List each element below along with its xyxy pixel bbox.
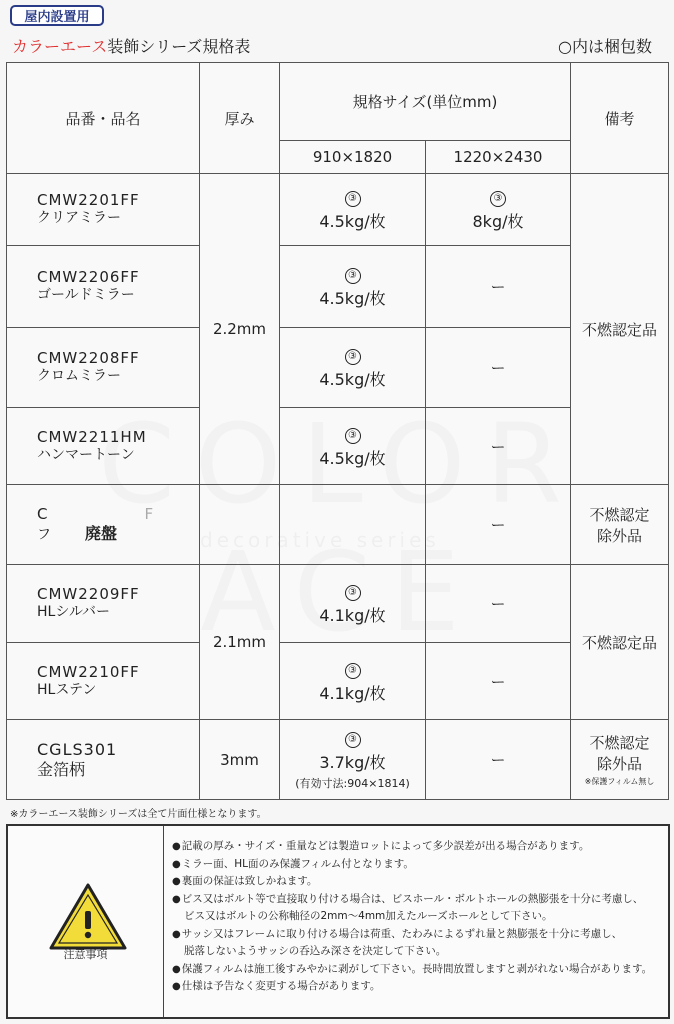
weight: 4.1kg/枚 (319, 606, 386, 625)
header-remarks: 備考 (571, 63, 669, 174)
product-cell (7, 174, 200, 246)
table-row (7, 408, 669, 485)
table-row (7, 485, 669, 565)
caution-list (172, 838, 668, 996)
list-item: ビス又はボルトの公称軸径の2mm～4mm加えたルーズホールとして下さい。 (184, 910, 553, 922)
thickness-cell: 3mm (200, 720, 280, 800)
product-name: クリアミラー (37, 210, 121, 227)
thickness-cell: 2.2mm (200, 174, 280, 485)
size-910-cell (280, 720, 426, 800)
pack-count: ③ (345, 268, 361, 284)
weight: 4.5kg/枚 (319, 448, 386, 468)
size-910-cell (280, 328, 426, 408)
page-title (12, 34, 250, 57)
remarks-cell: 不燃認定 除外品 ※保護フィルム無し (571, 720, 669, 800)
size-910-cell (280, 246, 426, 328)
product-name: ハンマートーン (37, 446, 135, 463)
list-item: ●ビス又はボルト等で直接取り付ける場合は、ビスホール・ボルトホールの熱膨張を十分に考慮し、 (172, 892, 644, 905)
product-cell (7, 643, 200, 720)
pack-count: ③ (345, 585, 361, 601)
header-thickness: 厚み (200, 63, 280, 174)
weight: 3.7kg/枚 (319, 753, 386, 772)
table-row (7, 246, 669, 328)
product-cell-discontinued (7, 485, 200, 565)
product-name: HLステン (37, 681, 97, 698)
remarks-cell: 不燃認定 除外品 (571, 485, 669, 565)
list-item: ●裏面の保証は致しかねます。 (172, 875, 318, 887)
spec-table (6, 62, 669, 800)
pack-count: ③ (490, 191, 506, 207)
header-size-910: 910×1820 (280, 141, 426, 174)
thickness-cell-empty (200, 485, 280, 565)
product-name: ゴールドミラー (37, 287, 135, 304)
remarks-cell: 不燃認定品 (571, 174, 669, 485)
table-row (7, 174, 669, 246)
packing-note: ○内は梱包数 (558, 37, 652, 56)
list-item: 脱落しないようサッシの呑込み深さを決定して下さい。 (184, 945, 447, 957)
discontinued-stamp: 廃盤 (85, 523, 118, 543)
size-1220-cell: ー (426, 485, 571, 565)
product-code: CMW2206FF (37, 268, 140, 287)
size-1220-cell: ー (426, 643, 571, 720)
product-name: 金箔柄 (37, 759, 86, 779)
header-size: 規格サイズ(単位mm) (280, 63, 571, 141)
table-row (7, 328, 669, 408)
list-item: ●保護フィルムは施工後すみやかに剥がして下さい。長時間放置しますと剥がれない場合があります。 (172, 962, 653, 975)
product-code: CMW2211HM (37, 427, 147, 446)
brand-name: カラーエース (12, 37, 108, 56)
table-row (7, 643, 669, 720)
weight: 4.5kg/枚 (319, 212, 386, 231)
title-text: 装飾シリーズ規格表 (107, 37, 251, 56)
product-code: CGLS301 (37, 739, 118, 759)
product-name: クロムミラー (37, 368, 121, 385)
pack-count: ③ (345, 663, 361, 679)
footnote: ※カラーエース装飾シリーズは全て片面仕様となります。 (10, 809, 267, 820)
product-cell (7, 408, 200, 485)
caution-label: 注意事項 (63, 948, 108, 961)
size-910-cell (280, 408, 426, 485)
product-code: C F (37, 504, 155, 523)
product-cell (7, 720, 200, 800)
size-1220-cell: ー (426, 720, 571, 800)
table-row (7, 720, 669, 800)
size-1220-cell: ー (426, 565, 571, 643)
size-910-cell (280, 643, 426, 720)
product-name: フ 廃盤 (37, 523, 118, 543)
effective-size: (有効寸法:904×1814) (295, 777, 410, 790)
weight: 4.5kg/枚 (319, 289, 386, 308)
product-code: CMW2208FF (37, 349, 140, 368)
list-item: ●サッシ又はフレームに取り付ける場合は荷重、たわみによるずれ量と熱膨張を十分に考慮し、 (172, 927, 623, 940)
list-item: ●記載の厚み・サイズ・重量などは製造ロットによって多少誤差が出る場合があります。 (172, 840, 590, 852)
header-size-1220: 1220×2430 (426, 141, 571, 174)
size-1220-cell: ー (426, 328, 571, 408)
pack-count: ③ (345, 428, 361, 444)
product-cell (7, 328, 200, 408)
list-item: ●ミラー面、HL面のみ保護フィルム付となります。 (172, 857, 414, 870)
product-code: CMW2210FF (37, 662, 140, 681)
warning-icon (48, 881, 128, 951)
list-item: ●仕様は予告なく変更する場合があります。 (172, 980, 381, 992)
indoor-use-tag: 屋内設置用 (10, 5, 104, 26)
size-1220-cell (426, 174, 571, 246)
product-name: HLシルバー (37, 604, 110, 621)
thickness-cell: 2.1mm (200, 565, 280, 720)
size-1220-cell: ー (426, 246, 571, 328)
weight: 4.5kg/枚 (319, 370, 386, 389)
size-1220-cell: ー (426, 408, 571, 485)
weight: 4.1kg/枚 (319, 683, 386, 703)
product-cell (7, 246, 200, 328)
size-910-cell (280, 565, 426, 643)
pack-count: ③ (345, 349, 361, 365)
no-film-note: ※保護フィルム無し (584, 777, 655, 786)
pack-count: ③ (345, 732, 361, 748)
size-910-cell-empty (280, 485, 426, 565)
product-cell (7, 565, 200, 643)
weight: 8kg/枚 (472, 212, 524, 231)
size-910-cell (280, 174, 426, 246)
table-row (7, 565, 669, 643)
caution-box (6, 824, 670, 1019)
remarks-cell: 不燃認定品 (571, 565, 669, 720)
watermark-subtitle: decorative series (200, 528, 440, 552)
pack-count: ③ (345, 191, 361, 207)
product-code: CMW2201FF (37, 191, 140, 210)
caution-divider (163, 826, 164, 1017)
header-name: 品番・品名 (7, 63, 200, 174)
product-code: CMW2209FF (37, 585, 140, 604)
